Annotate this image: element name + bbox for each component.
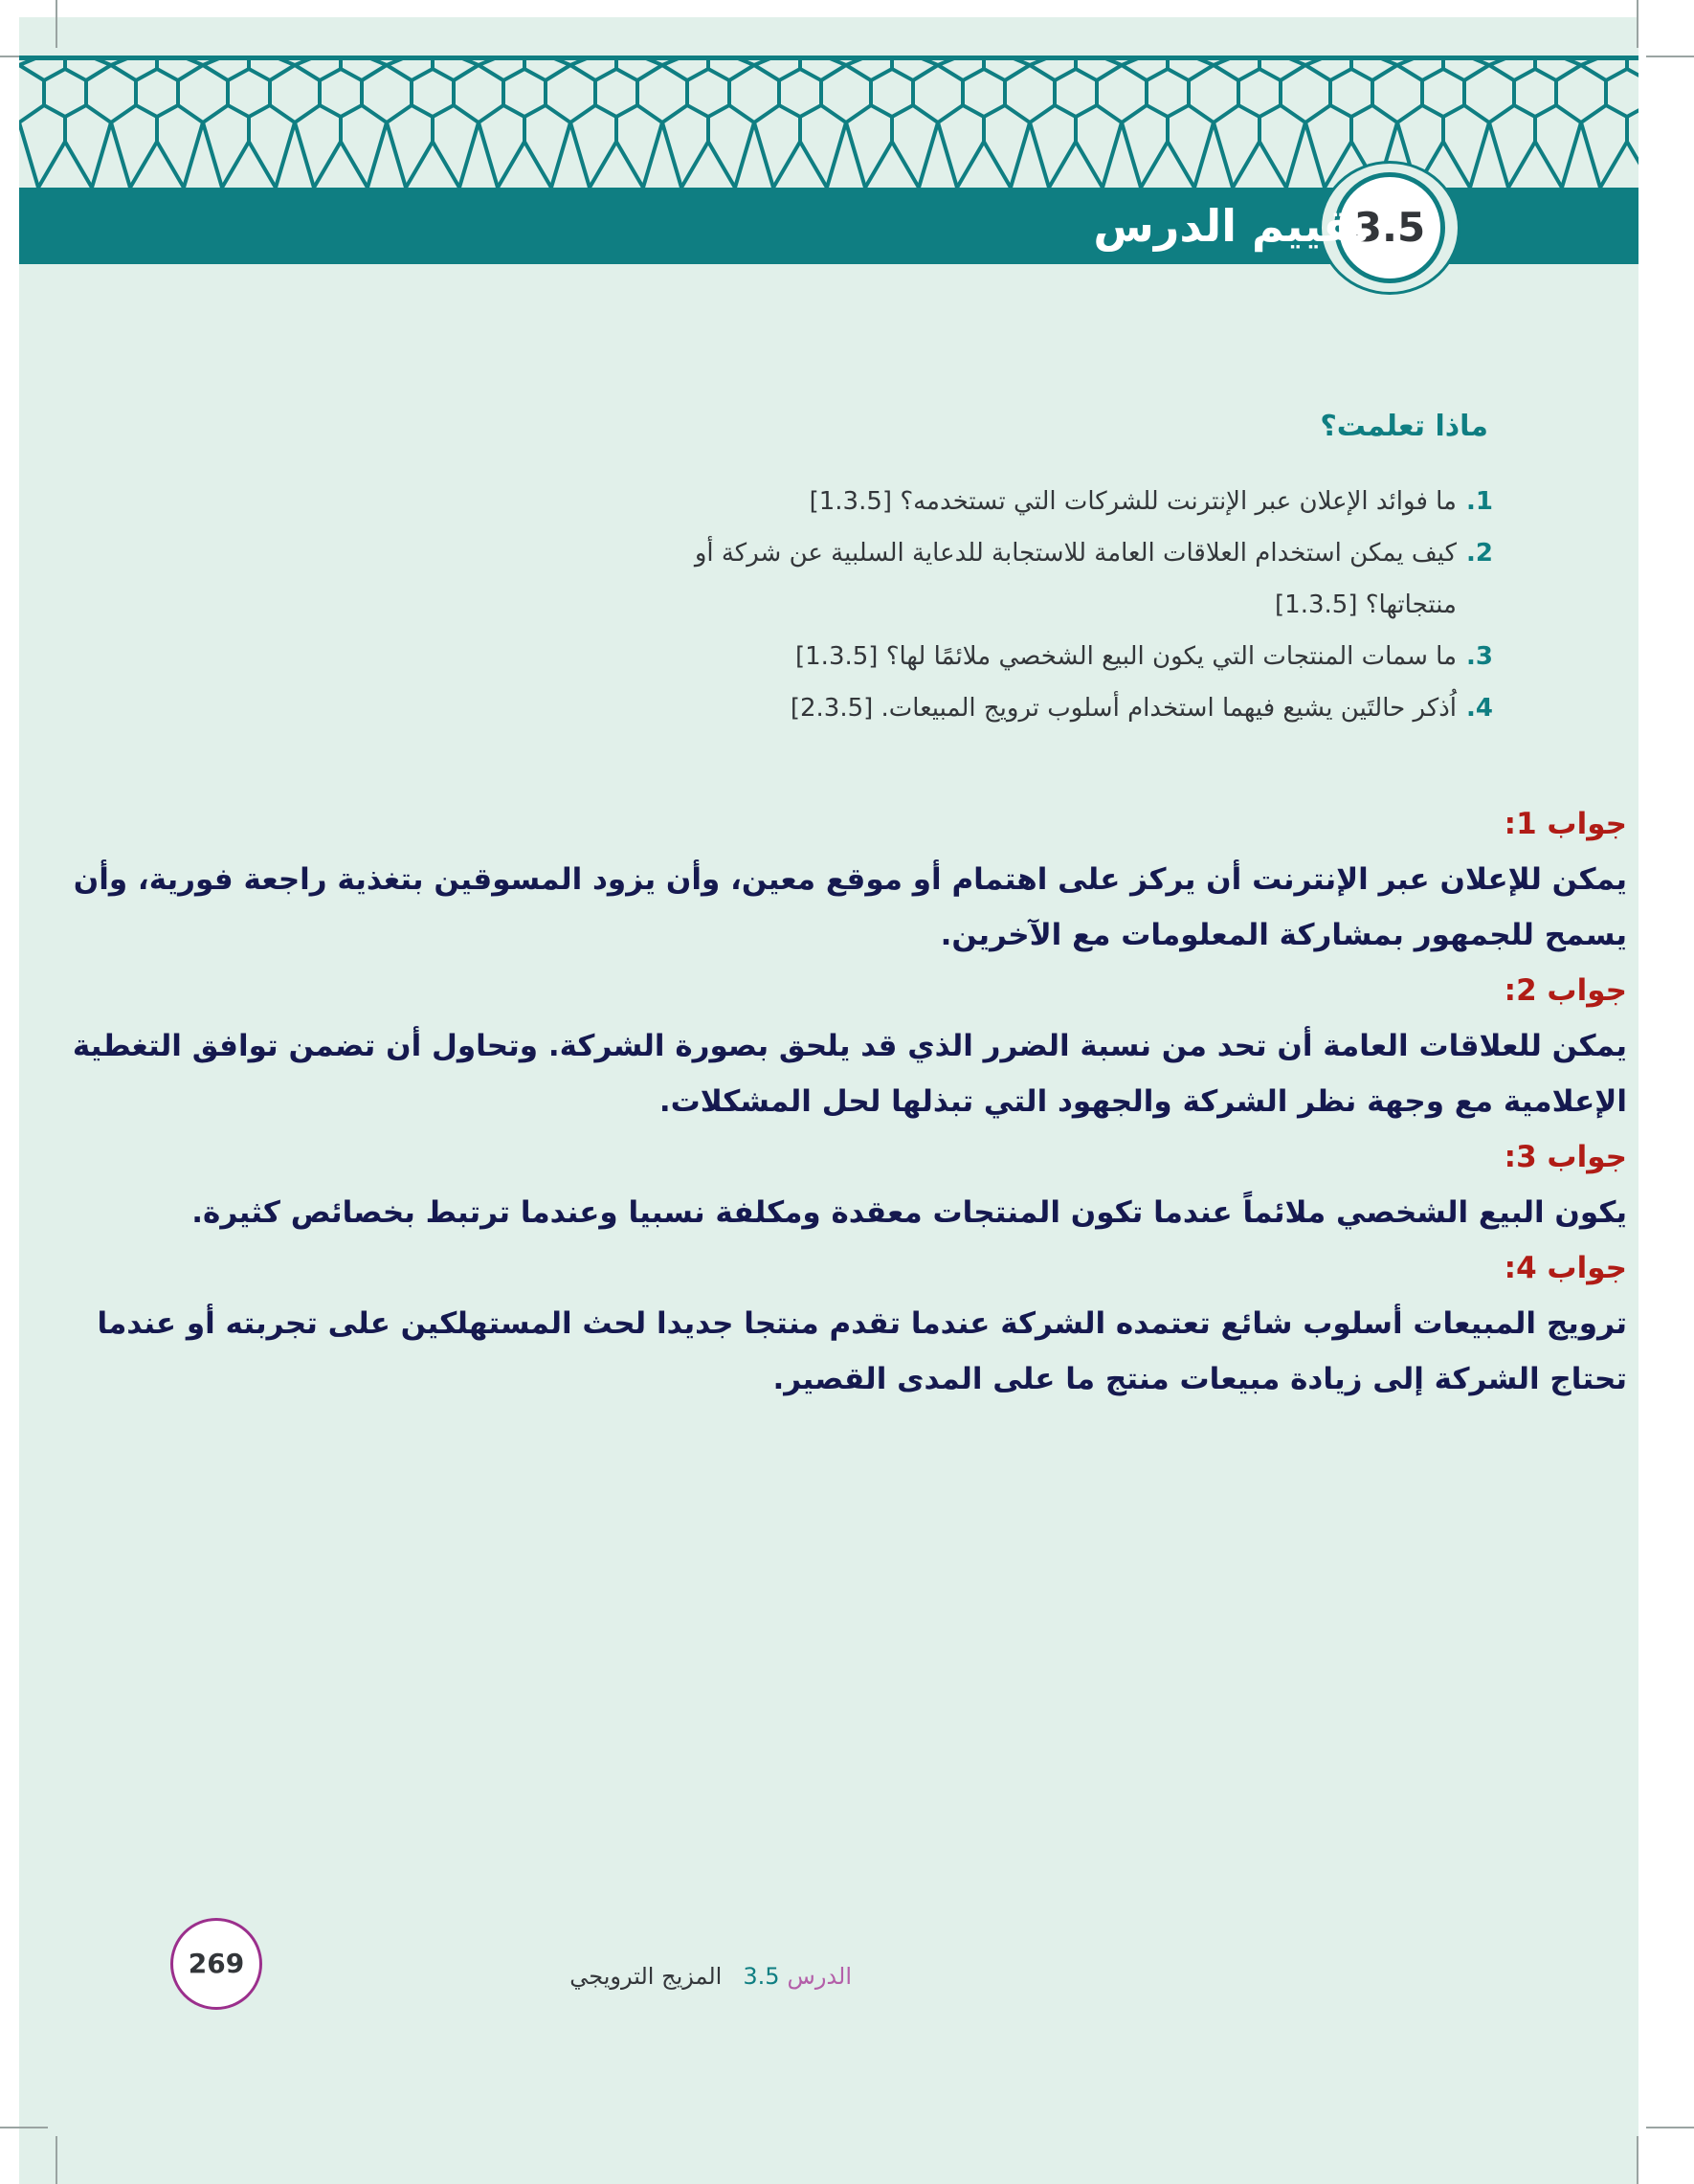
page-number: 269 [170, 1918, 262, 2010]
answer-label: جواب 4: [1504, 1251, 1627, 1285]
question-item [490, 476, 1493, 527]
answer-text: ترويج المبيعات أسلوب شائع تعتمده الشركة عندما تقدم منتجا جديدا لحث المستهلكين على تجربته أو عندما تحتاج الشركة إلى زيادة مبيعات منتج ما على المدى القصير. [97, 1306, 1627, 1396]
answer-label: جواب 3: [1504, 1140, 1627, 1174]
question-text: ما سمات المنتجات التي يكون البيع الشخصي ملائمًا لها؟ [1.3.5] [794, 642, 1457, 671]
footer-lesson-title: المزيج الترويجي [569, 1963, 723, 1990]
question-text: ما فوائد الإعلان عبر الإنترنت للشركات التي تستخدمه؟ [1.3.5] [809, 487, 1457, 516]
answer-label: جواب 2: [1504, 973, 1627, 1008]
question-item [490, 682, 1493, 734]
question-text: كيف يمكن استخدام العلاقات العامة للاستجابة للدعاية السلبية عن شركة أو [694, 539, 1457, 568]
question-list [490, 476, 1493, 734]
section-heading: ماذا تعلمت؟ [1320, 410, 1488, 443]
footer-lesson-word: الدرس [787, 1963, 852, 1990]
answer-text: يمكن للإعلان عبر الإنترنت أن يركز على اهتمام أو موقع معين، وأن يزود المسوقين بتغذية راجعة فورية، وأن يسمح للجمهور بمشاركة المعلومات مع الآخرين. [73, 862, 1627, 952]
question-number: .1 [1466, 487, 1493, 516]
question-number: .3 [1466, 642, 1493, 671]
answer-text: يمكن للعلاقات العامة أن تحد من نسبة الضرر الذي قد يلحق بصورة الشركة. وتحاول أن تضمن توافق التغطية الإعلامية مع وجهة نظر الشركة والجهود التي تبذلها لحل المشكلات. [72, 1029, 1627, 1119]
lesson-number-badge: 3.5 [1334, 172, 1445, 283]
answers-list [69, 796, 1627, 1407]
question-number: .2 [1466, 539, 1493, 568]
question-text-continued: منتجاتها؟ [1.3.5] [1275, 591, 1457, 619]
crop-mark [0, 2127, 48, 2128]
crop-mark [56, 2136, 57, 2184]
question-item [490, 631, 1493, 682]
crop-mark [1646, 56, 1694, 57]
footer-lesson-label [517, 1959, 852, 1994]
crop-mark [1637, 2136, 1638, 2184]
footer-lesson-number: 3.5 [743, 1963, 780, 1990]
answer-label: جواب 1: [1504, 807, 1627, 841]
crop-mark [1637, 0, 1638, 48]
crop-mark [56, 0, 57, 48]
question-text: اُذكر حالتَين يشيع فيهما استخدام أسلوب ترويج المبيعات. [2.3.5] [790, 694, 1457, 723]
answer-text: يكون البيع الشخصي ملائماً عندما تكون المنتجات معقدة ومكلفة نسبيا وعندما ترتبط بخصائص كثيرة. [191, 1195, 1627, 1230]
question-item [490, 527, 1493, 631]
question-number: .4 [1466, 694, 1493, 723]
page-title: تقييم الدرس [1093, 200, 1371, 252]
crop-mark [1646, 2127, 1694, 2128]
